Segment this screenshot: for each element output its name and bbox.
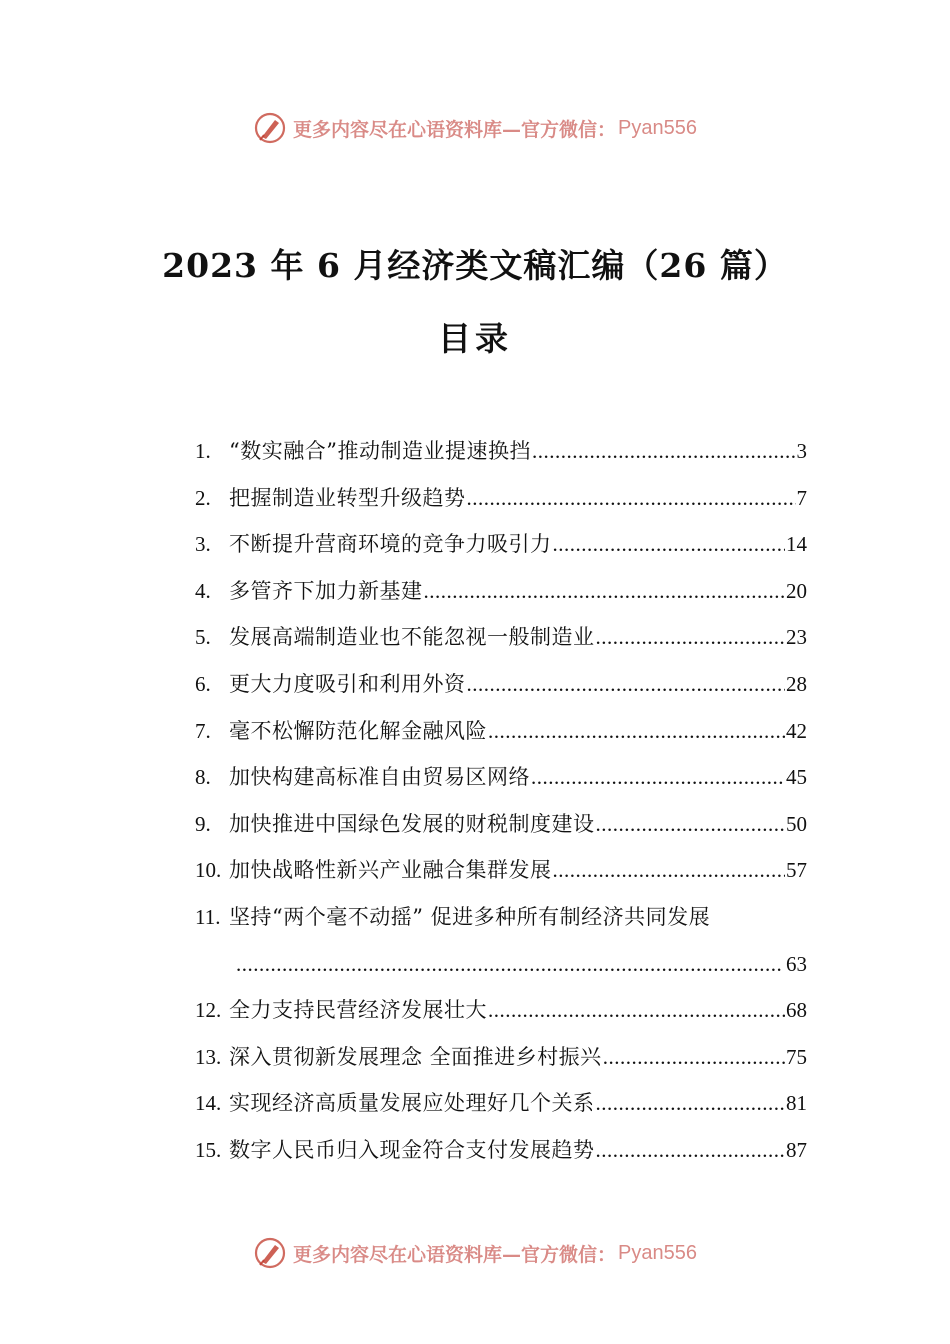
toc-leader <box>488 987 785 1034</box>
toc-entry-8[interactable] <box>195 754 807 801</box>
toc-entry-11-continuation[interactable] <box>195 941 807 988</box>
toc-leader <box>467 475 796 522</box>
toc-page: 68 <box>786 998 807 1023</box>
toc-leader <box>532 428 796 475</box>
toc-page: 3 <box>796 439 807 463</box>
toc-number: 3. <box>195 532 211 557</box>
toc-entry-14[interactable] <box>195 1080 807 1127</box>
toc-leader <box>488 708 785 755</box>
toc-number: 15. <box>195 1137 222 1162</box>
toc-entry-4[interactable] <box>195 568 807 615</box>
toc-number: 6. <box>195 671 211 696</box>
toc-label: “数实融合”推动制造业提速换挡 <box>229 439 531 463</box>
toc-leader <box>467 661 786 708</box>
toc-leader <box>603 1034 785 1081</box>
toc-label: 发展高端制造业也不能忽视一般制造业 <box>229 625 595 650</box>
toc-leader <box>596 1080 786 1127</box>
toc-page: 23 <box>786 625 807 650</box>
toc-entry-11[interactable] <box>195 894 807 941</box>
banner-text: 更多内容尽在心语资料库—官方微信： <box>293 118 617 141</box>
toc-label: 毫不松懈防范化解金融风险 <box>229 718 487 743</box>
toc-number: 14. <box>195 1091 222 1116</box>
toc-page: 7 <box>796 485 807 510</box>
toc-number: 5. <box>195 625 211 650</box>
toc-heading: 目录 <box>438 319 512 358</box>
toc-number: 12. <box>195 998 222 1023</box>
toc-leader <box>553 847 786 894</box>
toc-page: 28 <box>786 671 807 696</box>
toc-leader <box>596 1127 786 1174</box>
toc-page: 75 <box>786 1044 807 1069</box>
toc-entry-10[interactable] <box>195 847 807 894</box>
toc-page: 42 <box>786 718 807 743</box>
toc-label: 加快战略性新兴产业融合集群发展 <box>229 858 552 883</box>
toc-label: 实现经济高质量发展应处理好几个关系 <box>229 1091 595 1116</box>
toc-label: 深入贯彻新发展理念 全面推进乡村振兴 <box>229 1044 602 1069</box>
quill-pen-icon <box>253 111 287 145</box>
toc-label: 多管齐下加力新基建 <box>229 578 423 603</box>
toc-page: 81 <box>786 1091 807 1116</box>
toc-entry-2[interactable] <box>195 475 807 522</box>
toc-label: 坚持“两个毫不动摇” 促进多种所有制经济共同发展 <box>229 904 711 929</box>
toc-page: 87 <box>786 1137 807 1162</box>
toc-label: 把握制造业转型升级趋势 <box>229 485 466 510</box>
toc-number: 13. <box>195 1044 222 1069</box>
document-title: 2023 年 6 月经济类文稿汇编（26 篇） <box>162 246 788 285</box>
toc-page: 50 <box>786 811 807 836</box>
toc-label: 不断提升营商环境的竞争力吸引力 <box>229 532 552 557</box>
toc-label: 加快推进中国绿色发展的财税制度建设 <box>229 811 595 836</box>
toc-page: 45 <box>786 765 807 790</box>
toc-entry-12[interactable] <box>195 987 807 1034</box>
toc-label: 加快构建高标准自由贸易区网络 <box>229 765 530 790</box>
toc-leader <box>424 568 786 615</box>
quill-pen-icon <box>253 1236 287 1270</box>
banner-text: 更多内容尽在心语资料库—官方微信： <box>293 1243 617 1266</box>
toc-entry-5[interactable] <box>195 614 807 661</box>
banner-wechat-id: Pyan556 <box>618 116 697 139</box>
toc-number: 11. <box>195 904 221 929</box>
toc-number: 9. <box>195 811 211 836</box>
toc-entry-6[interactable] <box>195 661 807 708</box>
banner-wechat-id: Pyan556 <box>618 1241 697 1264</box>
toc-page: 63 <box>786 951 807 976</box>
toc-leader <box>553 521 786 568</box>
header-banner <box>0 108 950 148</box>
toc-number: 7. <box>195 718 211 743</box>
footer-banner <box>0 1233 950 1273</box>
toc-page: 20 <box>786 578 807 603</box>
toc-label: 更大力度吸引和利用外资 <box>229 671 466 696</box>
toc-entry-13[interactable] <box>195 1034 807 1081</box>
toc-leader <box>596 614 786 661</box>
toc-leader <box>596 801 786 848</box>
toc-page: 57 <box>786 858 807 883</box>
table-of-contents <box>195 428 807 1174</box>
toc-entry-1[interactable] <box>195 428 807 475</box>
toc-label: 全力支持民营经济发展壮大 <box>229 998 487 1023</box>
toc-number: 2. <box>195 485 211 510</box>
toc-number: 1. <box>195 439 211 463</box>
toc-leader <box>531 754 785 801</box>
toc-number: 10. <box>195 858 222 883</box>
toc-leader <box>236 941 781 988</box>
toc-entry-15[interactable] <box>195 1127 807 1174</box>
toc-entry-3[interactable] <box>195 521 807 568</box>
toc-number: 8. <box>195 765 211 790</box>
toc-entry-9[interactable] <box>195 801 807 848</box>
toc-label: 数字人民币归入现金符合支付发展趋势 <box>229 1137 595 1162</box>
toc-page: 14 <box>786 532 807 557</box>
toc-entry-7[interactable] <box>195 708 807 755</box>
toc-number: 4. <box>195 578 211 603</box>
